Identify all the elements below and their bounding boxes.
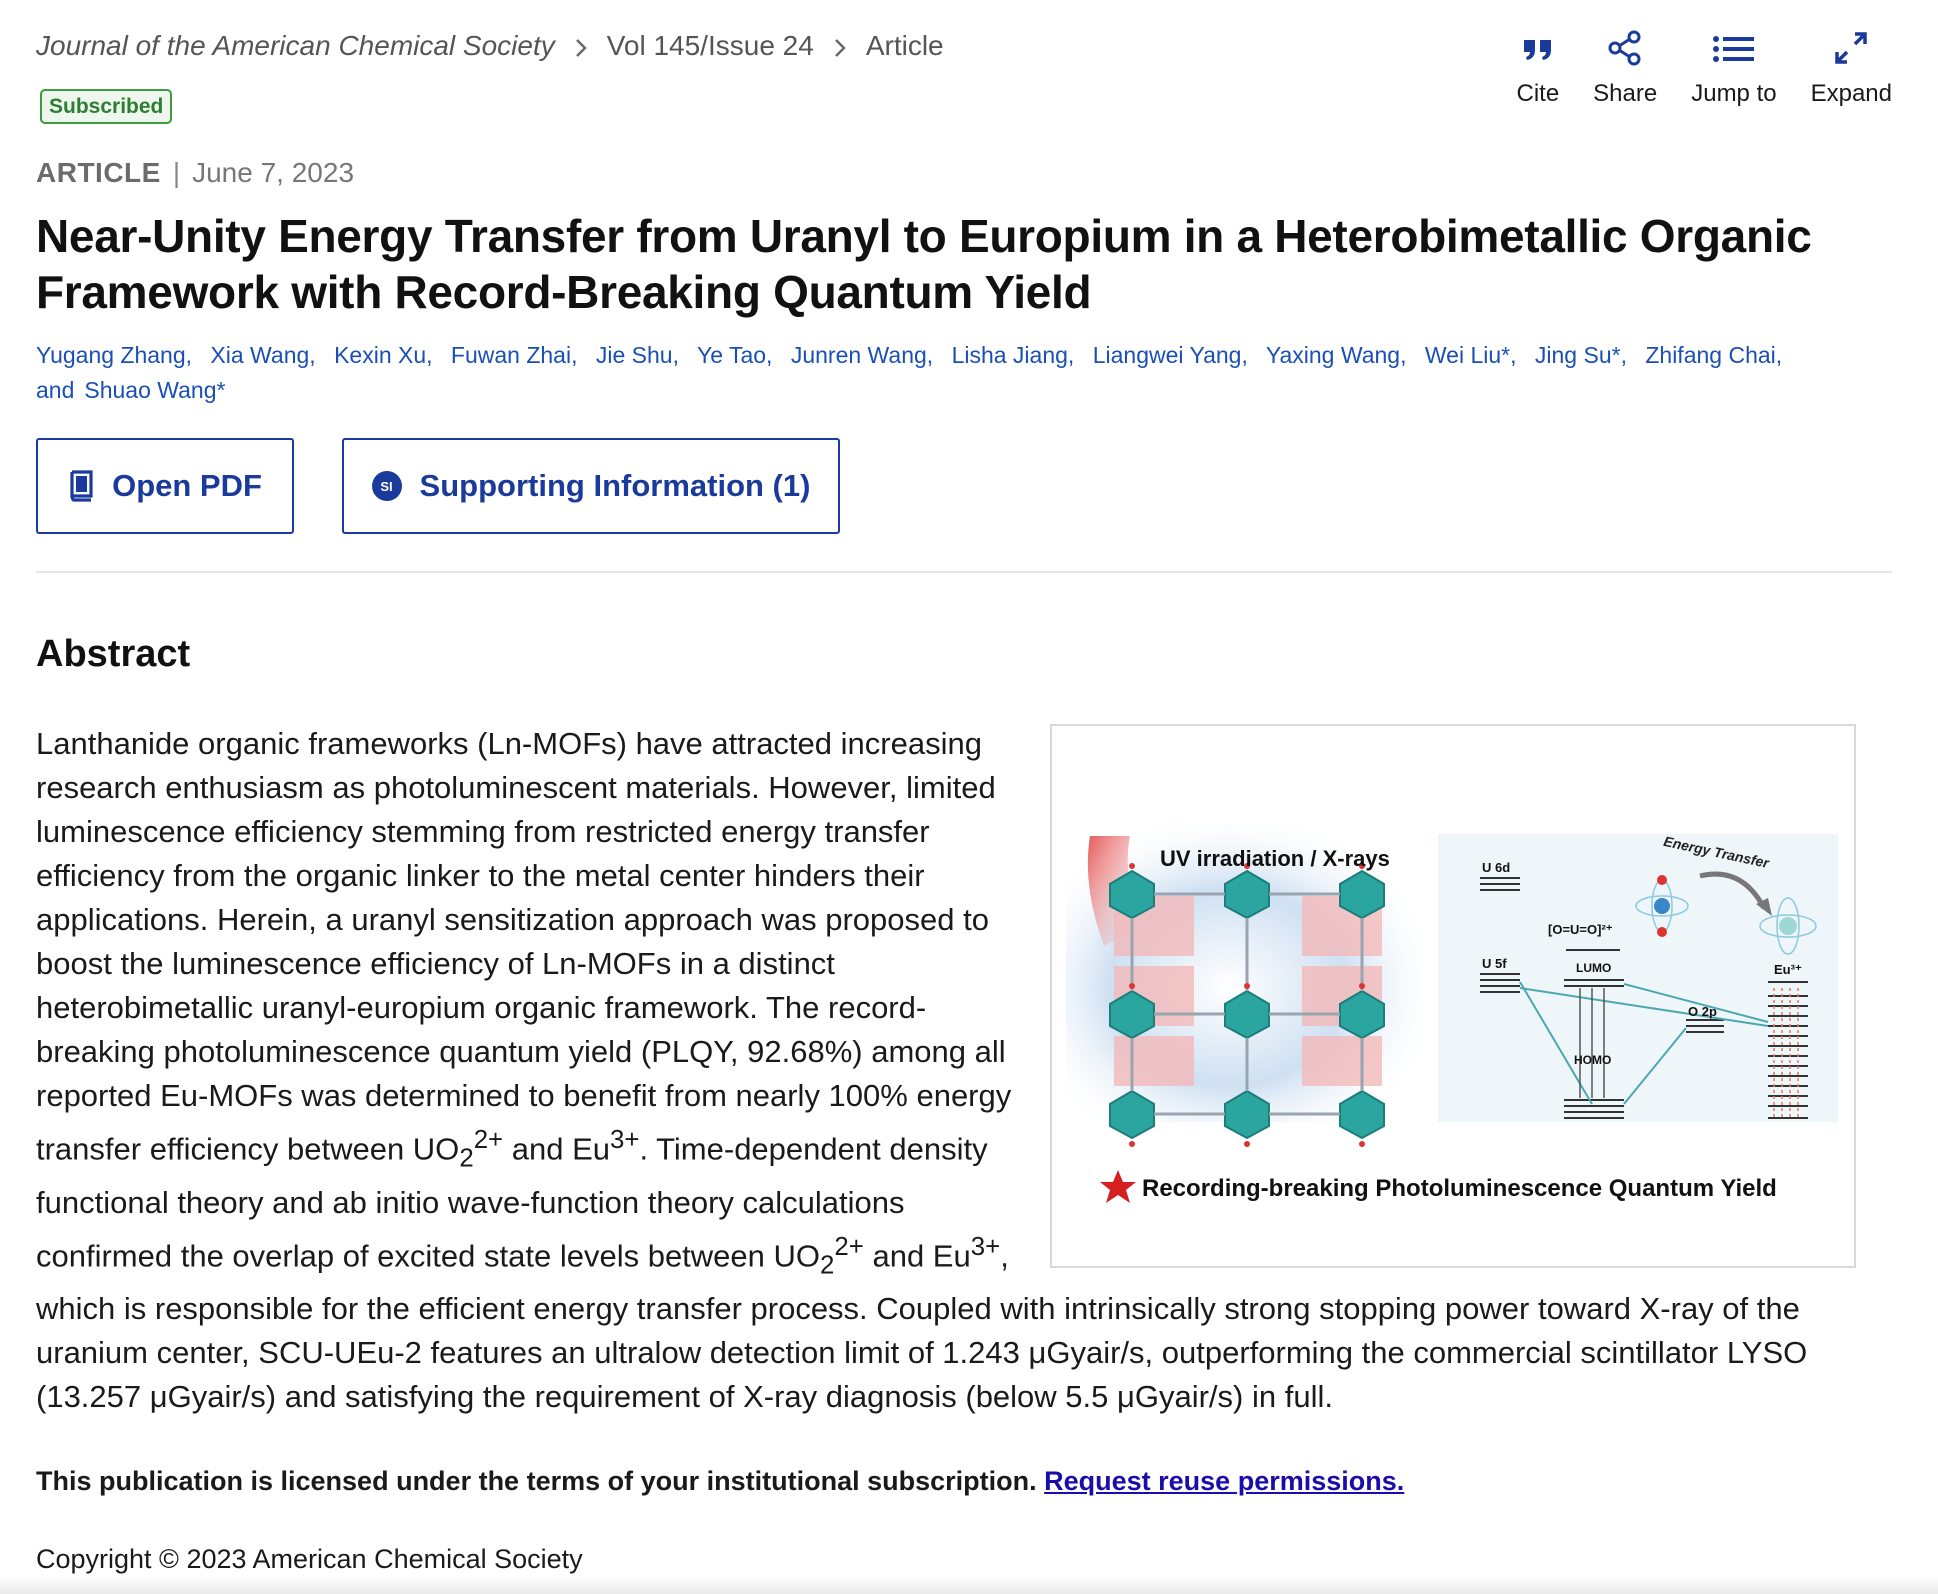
- article-title: Near-Unity Energy Transfer from Uranyl to Europium in a Heterobimetallic Organic Framework with Record-Breaking Quantum Yield: [36, 210, 1812, 318]
- figure-caption: Recording-breaking Photoluminescence Quantum Yield: [1142, 1175, 1777, 1202]
- section-divider: [36, 571, 1892, 573]
- author-link[interactable]: Yaxing Wang,: [1265, 342, 1407, 368]
- author-link[interactable]: Xia Wang,: [210, 342, 316, 368]
- abstract-text-and-eu: and Eu: [503, 1131, 611, 1167]
- copyright-notice: Copyright © 2023 American Chemical Society: [36, 1544, 583, 1574]
- author-link[interactable]: Jing Su*,: [1534, 342, 1627, 368]
- o2p-label: O 2p: [1688, 1004, 1717, 1019]
- share-label: Share: [1593, 80, 1658, 107]
- cite-button[interactable]: [1516, 30, 1559, 108]
- energy-transfer-label: Energy Transfer: [1662, 832, 1771, 871]
- subscribed-badge: Subscribed: [40, 89, 172, 124]
- reuse-permissions-link[interactable]: Request reuse permissions.: [1044, 1466, 1405, 1496]
- toc-graphic-image: [1052, 726, 1854, 1266]
- meta-separator: |: [172, 157, 181, 188]
- breadcrumb-journal[interactable]: Journal of the American Chemical Society: [36, 30, 555, 61]
- author-link[interactable]: Kexin Xu,: [334, 342, 433, 368]
- breadcrumb: [36, 30, 944, 62]
- homo-label: HOMO: [1574, 1053, 1612, 1067]
- author-list: [36, 338, 1856, 408]
- author-link[interactable]: Junren Wang,: [790, 342, 934, 368]
- expand-icon: [1833, 30, 1869, 66]
- author-and: and: [36, 377, 75, 403]
- u5f-label: U 5f: [1482, 956, 1507, 971]
- publication-date: June 7, 2023: [192, 157, 355, 188]
- expand-button[interactable]: [1811, 30, 1892, 108]
- abstract-text-part-1: Lanthanide organic frameworks (Ln-MOFs) have attracted increasing research enthusiasm as photoluminescent materials. However, limited luminescence efficiency stemming from restricted energy transfer efficiency from the organic linker to the metal center hinders their applications. Herein, a uranyl sensitization approach was proposed to boost the luminescence efficiency of Ln-MOFs in a distinct heterobimetallic uranyl-europium organic framework. The record-breaking photoluminescence quantum yield (PLQY, 92.68%) among all reported Eu-MOFs was determined to benefit from nearly 100% energy transfer efficiency between UO: [36, 726, 1012, 1167]
- license-notice: [36, 1466, 1404, 1497]
- jump-to-label: Jump to: [1691, 80, 1777, 107]
- author-link[interactable]: Yugang Zhang,: [36, 342, 193, 368]
- page-bottom-fade: [0, 1576, 1938, 1594]
- eu3-label: Eu³⁺: [1774, 962, 1802, 977]
- license-text: This publication is licensed under the terms of your institutional subscription.: [36, 1466, 1037, 1496]
- supporting-information-label: Supporting Information (1): [419, 468, 811, 503]
- author-link[interactable]: Zhifang Chai,: [1645, 342, 1783, 368]
- supporting-information-button[interactable]: [342, 438, 840, 534]
- abstract-heading: Abstract: [36, 633, 191, 675]
- lumo-label: LUMO: [1576, 961, 1612, 975]
- share-button[interactable]: [1593, 30, 1657, 108]
- abstract-body: [36, 722, 1856, 1419]
- chevron-right-icon: [555, 30, 607, 62]
- book-icon: [68, 470, 94, 502]
- author-link[interactable]: Wei Liu*,: [1424, 342, 1517, 368]
- superscript-2plus: 2+: [834, 1232, 864, 1261]
- author-link[interactable]: Shuao Wang*: [84, 377, 226, 403]
- abstract-text-part-2: . Time-dependent density functional theory and ab initio wave-function theory calculations confirmed the overlap of excited state levels between UO: [36, 1131, 988, 1273]
- list-icon: [1712, 30, 1756, 66]
- jump-to-button[interactable]: [1691, 30, 1776, 108]
- abstract-text-part-3: , which is responsible for the efficient energy transfer process. Coupled with intrinsically strong stopping power toward X-ray of the uranium center, SCU-UEu-2 features an ultralow detection limit of 1.243 μGyair/s, outperforming the commercial scintillator LYSO (13.257 μGyair/s) and satisfying the requirement of X-ray diagnosis (below 5.5 μGyair/s) in full.: [36, 1237, 1808, 1415]
- abstract-text-and-eu: and Eu: [863, 1237, 971, 1273]
- chevron-right-icon: [814, 30, 866, 62]
- share-icon: [1606, 30, 1644, 66]
- author-link[interactable]: Ye Tao,: [696, 342, 773, 368]
- si-icon: [372, 471, 402, 501]
- superscript-3plus: 3+: [970, 1232, 1001, 1261]
- si-icon-text: SI: [372, 471, 402, 501]
- author-link[interactable]: Jie Shu,: [595, 342, 679, 368]
- quote-icon: [1521, 30, 1555, 66]
- breadcrumb-article: Article: [865, 30, 944, 61]
- star-icon: [1100, 1170, 1136, 1203]
- author-link[interactable]: Fuwan Zhai,: [450, 342, 578, 368]
- subscript-2: 2: [820, 1251, 835, 1280]
- article-meta: [36, 157, 354, 189]
- author-link[interactable]: Lisha Jiang,: [951, 342, 1075, 368]
- framework-structure: [1110, 863, 1384, 1147]
- expand-label: Expand: [1810, 80, 1892, 107]
- breadcrumb-issue[interactable]: Vol 145/Issue 24: [606, 30, 814, 61]
- superscript-2plus: 2+: [473, 1126, 504, 1154]
- subscript-2: 2: [459, 1144, 474, 1173]
- superscript-3plus: 3+: [610, 1126, 640, 1154]
- toc-graphic[interactable]: [1050, 724, 1856, 1268]
- open-pdf-button[interactable]: [36, 438, 294, 534]
- uranyl-label: [O=U=O]²⁺: [1548, 922, 1613, 937]
- uv-label: UV irradiation / X-rays: [1160, 846, 1390, 871]
- u6d-label: U 6d: [1482, 860, 1511, 875]
- article-toolbar: [1482, 30, 1892, 108]
- author-link[interactable]: Liangwei Yang,: [1092, 342, 1248, 368]
- open-pdf-label: Open PDF: [112, 468, 262, 503]
- cite-label: Cite: [1516, 80, 1560, 107]
- article-type: ARTICLE: [36, 157, 161, 188]
